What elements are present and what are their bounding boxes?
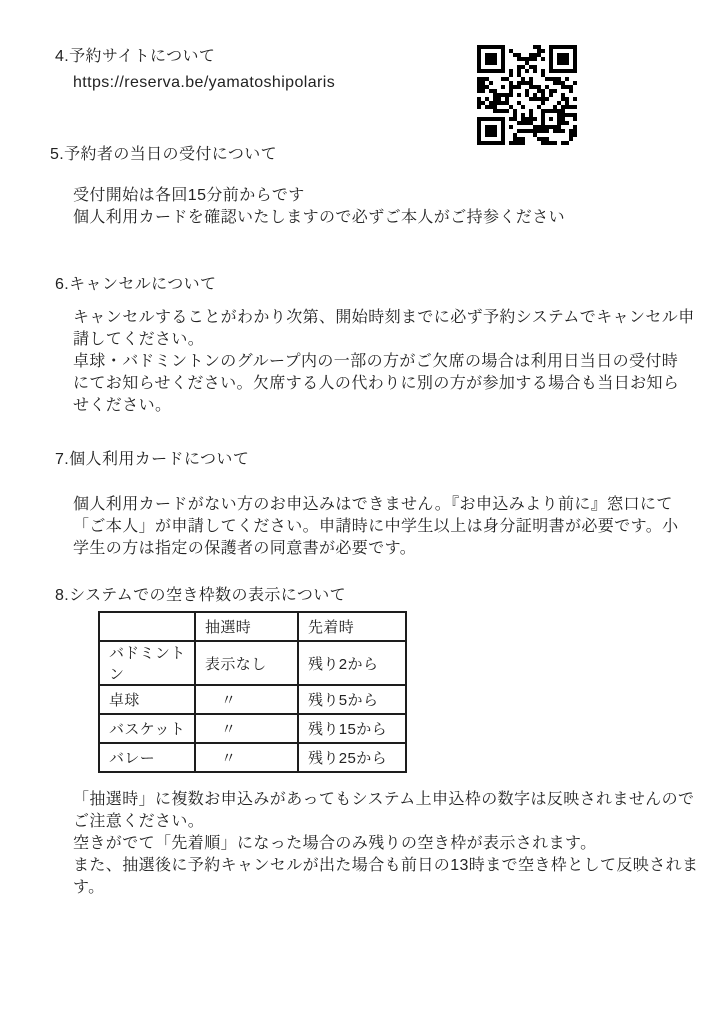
section6-body: キャンセルすることがわかり次第、開始時刻までに必ず予約システムでキャンセル申 請してください。 卓球・バドミントンのグループ内の一部の方がご欠席の場合は利用日当日の受付時 にてお知らせください。欠席する人の代わりに別の方が参加する場合も当日お知ら せください。 — [73, 309, 695, 414]
table-cell: 〃 — [195, 743, 298, 772]
table-row — [99, 641, 406, 685]
section6-heading: 6.キャンセルについて — [55, 276, 217, 293]
section7-heading: 7.個人利用カードについて — [55, 451, 250, 468]
qr-code-image — [477, 45, 577, 145]
table-cell: バドミントン — [99, 641, 195, 685]
table-cell: 〃 — [195, 685, 298, 714]
section7-body: 個人利用カードがない方のお申込みはできません。『お申込みより前に』窓口にて 「ご本人」が申請してください。申請時に中学生以上は身分証明書が必要です。小 学生の方は指定の保護者の同意書が必要です。 — [73, 496, 679, 557]
section4-heading: 4.予約サイトについて — [55, 48, 216, 65]
table-row — [99, 714, 406, 743]
table-header-cell — [99, 612, 195, 641]
table-cell: 〃 — [195, 714, 298, 743]
table-cell: 表示なし — [195, 641, 298, 685]
table-cell: 卓球 — [99, 685, 195, 714]
table-cell: 残り2から — [298, 641, 406, 685]
reservation-site-link[interactable]: https://reserva.be/yamatoshipolaris — [73, 74, 336, 91]
table-cell: バレー — [99, 743, 195, 772]
table-cell: 残り5から — [298, 685, 406, 714]
table-cell: 残り25から — [298, 743, 406, 772]
table-cell: バスケット — [99, 714, 195, 743]
table-row — [99, 685, 406, 714]
section5-heading: 5.予約者の当日の受付について — [50, 146, 278, 163]
table-header-cell: 先着時 — [298, 612, 406, 641]
table-cell: 残り15から — [298, 714, 406, 743]
section8-heading: 8.システムでの空き枠数の表示について — [55, 587, 347, 604]
table-header-row — [99, 612, 406, 641]
table-header-cell: 抽選時 — [195, 612, 298, 641]
section8-note: 「抽選時」に複数お申込みがあってもシステム上申込枠の数字は反映されませんので ご注意ください。 空きがでて「先着順」になった場合のみ残りの空き枠が表示されます。 また、抽選後に予約キャンセルが出た場合も前日の13時まで空き枠として反映されま す。 — [73, 791, 699, 896]
section5-body: 受付開始は各回15分前からです 個人利用カードを確認いたしますので必ずご本人がご持参ください — [73, 187, 566, 226]
availability-table — [98, 611, 407, 773]
table-row — [99, 743, 406, 772]
